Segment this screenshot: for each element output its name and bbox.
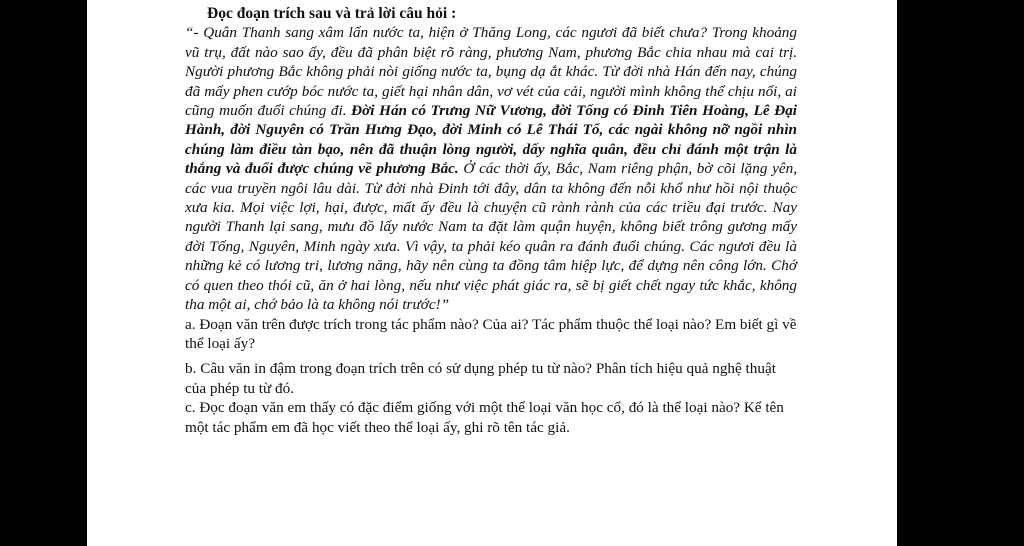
instruction-heading: Đọc đoạn trích sau và trả lời câu hỏi : [207,5,457,22]
question-a: a. Đoạn văn trên được trích trong tác phẩm nào? Của ai? Tác phẩm thuộc thể loại nào? Em biết gì về thể loại ấy? [185,315,797,352]
passage-part-2: Ở các thời ấy, Bắc, Nam riêng phận, bờ cõi lặng yên, các vua truyền ngôi lâu dài. Từ đời nhà Đinh tới đây, dân ta không đến nỗi khổ như hồi nội thuộc xưa kia. Mọi việc lợi, hại, được, mất ấy đều là chuyện cũ rành rành của các triều đại trước. Nay người Thanh lại sang, mưu đồ lấy nước Nam ta đặt làm quận huyện, không biết trông gương mấy đời Tống, Nguyên, Minh ngày xưa. Vì vậy, ta phải kéo quân ra đánh đuổi chúng. Các ngươi đều là những kẻ có lương tri, lương năng, hãy nên cùng ta đồng tâm hiệp lực, để dựng nên công lớn. Chớ có quen theo thói cũ, ăn ở hai lòng, nếu như việc phát giác ra, sẽ bị giết chết ngay tức khắc, không tha một ai, chớ bảo là ta không nói trước!” [185,160,798,314]
question-c: c. Đọc đoạn văn em thấy có đặc điểm giống với một thể loại văn học cổ, đó là thể loại nào? Kể tên một tác phẩm em đã học viết theo thể loại ấy, ghi rõ tên tác giả. [185,399,784,436]
document-content [185,4,797,437]
passage-bold-sentence: Đời Hán có Trưng Nữ Vương, đời Tống có Đinh Tiên Hoàng, Lê Đại Hành, đời Nguyên có Trần Hưng Đạo, đời Minh có Lê Thái Tổ, các ngài không nỡ ngồi nhìn chúng làm điều tàn bạo, nên đã thuận lòng người, dấy nghĩa quân, đều chỉ đánh một trận là thắng và đuổi được chúng về phương Bắc. [185,102,798,178]
question-b: b. Câu văn in đậm trong đoạn trích trên có sử dụng phép tu từ nào? Phân tích hiệu quả nghệ thuật của phép tu từ đó. [185,360,776,397]
passage-part-1: “- Quân Thanh sang xâm lấn nước ta, hiện ở Thăng Long, các ngươi đã biết chưa? Trong khoảng vũ trụ, đất nào sao ấy, đều đã phân biệt rõ ràng, phương Nam, phương Bắc chia nhau mà cai trị. Người phương Bắc không phải nòi giống nước ta, bụng dạ ắt khác. Từ đời nhà Hán đến nay, chúng đã mấy phen cướp bóc nước ta, giết hại nhân dân, vơ vét của cải, người mình không thể chịu nổi, ai cũng muốn đuổi chúng đi. [185,24,797,120]
excerpt-passage [185,23,797,314]
document-page [87,0,897,546]
